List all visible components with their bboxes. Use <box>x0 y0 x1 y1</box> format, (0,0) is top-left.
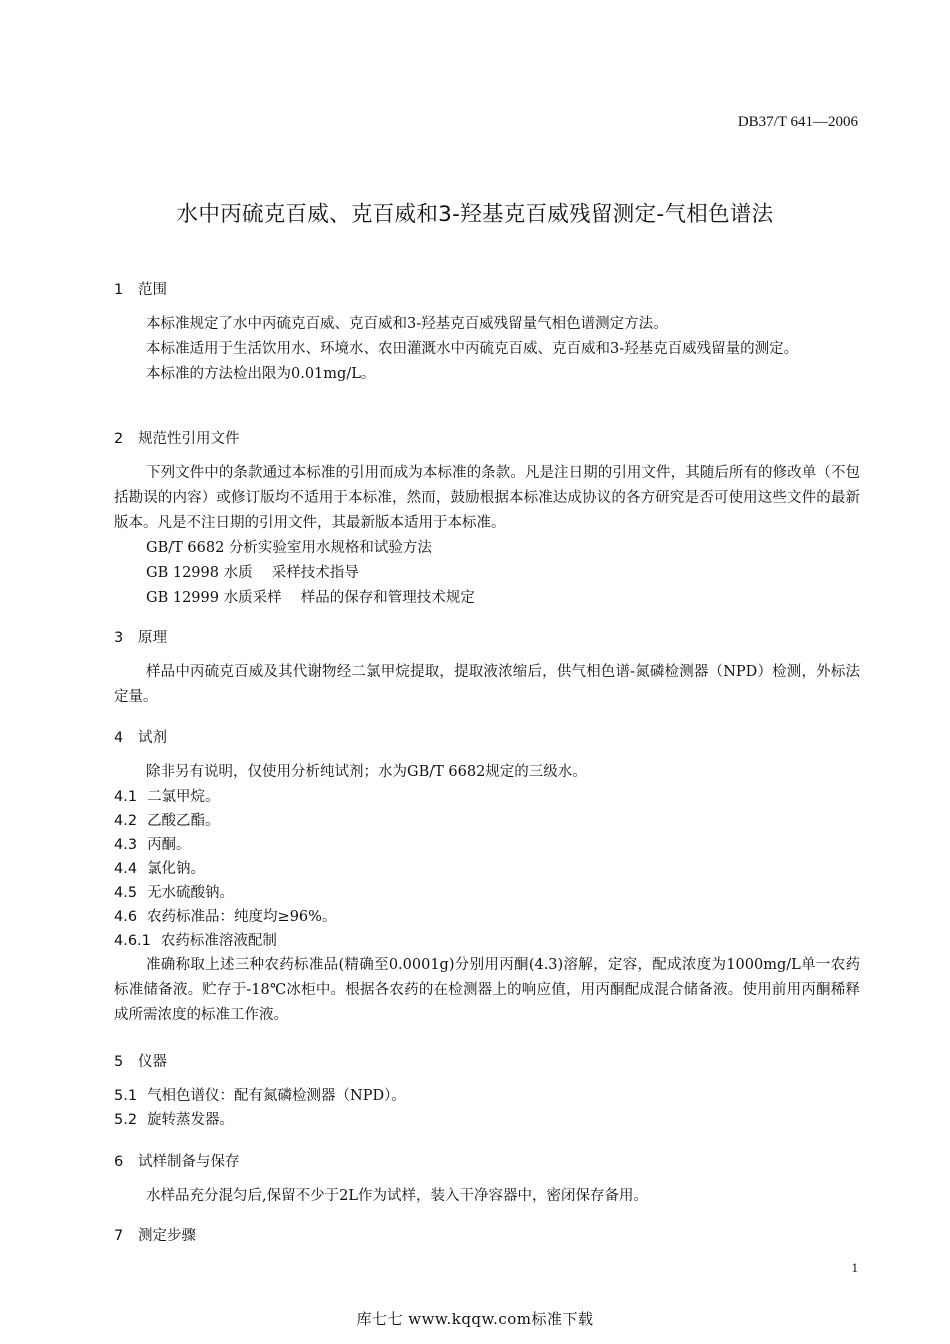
reference-item: GB/T 6682 分析实验室用水规格和试验方法 <box>146 540 432 556</box>
standard-number: DB37/T 641—2006 <box>737 114 858 130</box>
paragraph: 本标准的方法检出限为0.01mg/L。 <box>146 366 376 382</box>
paragraph: 准确称取上述三种农药标准品(精确至0.0001g)分别用丙酮(4.3)溶解，定容，配成浓度为1000mg/L单一农药标准储备液。贮存于-18℃冰柜中。根据各农药的在检测器上的响应值，用丙酮配成混合储备液。使用前用丙酮稀释成所需浓度的标准工作液。 <box>114 957 860 1023</box>
document-title: 水中丙硫克百威、克百威和3-羟基克百威残留测定-气相色谱法 <box>176 202 774 227</box>
list-item: 4.1 二氯甲烷。 <box>114 789 220 805</box>
section-4-heading: 4 试剂 <box>114 730 167 746</box>
footer-watermark: 库七七 www.kqqw.com标准下载 <box>356 1310 594 1328</box>
list-item: 4.6.1 农药标准溶液配制 <box>114 933 277 949</box>
section-1-body <box>114 312 860 387</box>
reference-item: GB 12998 水质 采样技术指导 <box>146 565 359 581</box>
section-5-body <box>114 1084 860 1132</box>
page-number: 1 <box>851 1260 858 1275</box>
section-4-body <box>114 760 860 1028</box>
reference-item: GB 12999 水质采样 样品的保存和管理技术规定 <box>146 590 475 606</box>
list-item: 4.6 农药标准品：纯度均≥96%。 <box>114 909 337 925</box>
section-2-heading: 2 规范性引用文件 <box>114 431 240 447</box>
section-1-heading: 1 范围 <box>114 282 167 298</box>
list-item: 5.2 旋转蒸发器。 <box>114 1112 235 1128</box>
paragraph: 除非另有说明，仅使用分析纯试剂；水为GB/T 6682规定的三级水。 <box>146 764 587 780</box>
section-6-heading: 6 试样制备与保存 <box>114 1154 240 1170</box>
paragraph: 样品中丙硫克百威及其代谢物经二氯甲烷提取，提取液浓缩后，供气相色谱-氮磷检测器（NPD）检测，外标法定量。 <box>114 664 860 705</box>
section-7-heading: 7 测定步骤 <box>114 1228 196 1244</box>
paragraph: 本标准规定了水中丙硫克百威、克百威和3-羟基克百威残留量气相色谱测定方法。 <box>146 316 668 332</box>
section-5-heading: 5 仪器 <box>114 1054 167 1070</box>
section-6-body <box>114 1184 860 1209</box>
list-item: 4.2 乙酸乙酯。 <box>114 813 220 829</box>
paragraph: 下列文件中的条款通过本标准的引用而成为本标准的条款。凡是注日期的引用文件，其随后所有的修改单（不包括勘误的内容）或修订版均不适用于本标准，然而，鼓励根据本标准达成协议的各方研究是否可使用这些文件的最新版本。凡是不注日期的引用文件，其最新版本适用于本标准。 <box>114 465 860 531</box>
section-2-body <box>114 461 860 611</box>
list-item: 5.1 气相色谱仪：配有氮磷检测器（NPD）。 <box>114 1088 406 1104</box>
list-item: 4.3 丙酮。 <box>114 837 191 853</box>
list-item: 4.5 无水硫酸钠。 <box>114 885 235 901</box>
paragraph: 水样品充分混匀后,保留不少于2L作为试样，装入干净容器中，密闭保存备用。 <box>146 1188 648 1204</box>
paragraph: 本标准适用于生活饮用水、环境水、农田灌溉水中丙硫克百威、克百威和3-羟基克百威残留量的测定。 <box>146 341 799 357</box>
section-3-body <box>114 660 860 710</box>
section-3-heading: 3 原理 <box>114 630 167 646</box>
list-item: 4.4 氯化钠。 <box>114 861 206 877</box>
